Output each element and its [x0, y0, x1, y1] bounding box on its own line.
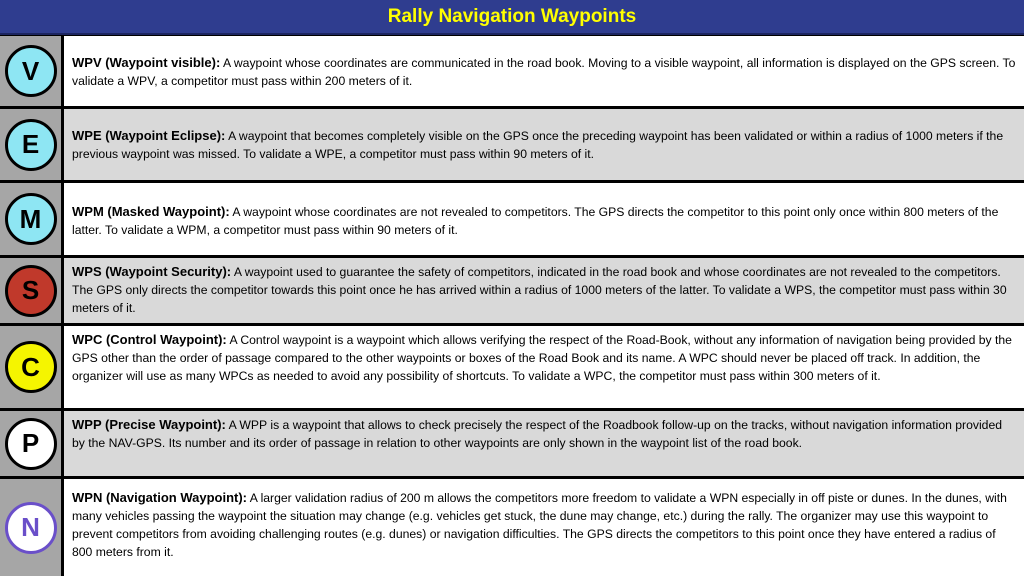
wpn-letter: N	[21, 512, 40, 542]
waypoint-text	[64, 479, 1024, 576]
waypoint-icon-cell	[0, 258, 64, 323]
waypoint-row-wpc	[0, 326, 1024, 408]
waypoint-text	[64, 109, 1024, 180]
waypoint-name: WPE (Waypoint Eclipse):	[72, 128, 226, 143]
wpe-circle-icon	[5, 119, 57, 171]
waypoint-icon-cell	[0, 109, 64, 180]
wps-letter: S	[21, 275, 40, 305]
page-title: Rally Navigation Waypoints	[387, 5, 637, 27]
waypoint-row-wpe	[0, 109, 1024, 180]
waypoint-text	[64, 183, 1024, 255]
wpm-letter: M	[19, 203, 42, 234]
waypoint-row-wps	[0, 258, 1024, 323]
waypoint-icon-cell	[0, 36, 64, 106]
wpe-letter: E	[21, 129, 40, 159]
waypoint-text	[64, 411, 1024, 476]
waypoint-name: WPC (Control Waypoint):	[72, 332, 227, 347]
wpv-circle-icon	[5, 45, 57, 97]
waypoint-row-wpp	[0, 411, 1024, 476]
waypoint-description: A waypoint used to guarantee the safety of competitors, indicated in the road book and whose coordinates are not revealed to the competitors. The GPS only directs the competitor towards this point once he has arrived within a radius of 1000 meters of the latter. To validate a WPS, the competitor must pass within 30 meters of it.	[72, 265, 1007, 315]
waypoint-description: A Control waypoint is a waypoint which allows verifying the respect of the Road-Book, without any information of navigation being provided by the GPS other than the order of passage compared to the other waypoints or boxes of the Road Book and its name. A WPC should never be placed off track. In addition, the organizer will use as many WPCs as needed to avoid any possibility of shortcuts. To validate a WPC, the competitor must pass within 300 meters of it.	[72, 333, 1012, 383]
wpc-circle-icon	[5, 341, 57, 393]
waypoint-name: WPP (Precise Waypoint):	[72, 417, 226, 432]
wpc-letter: C	[21, 351, 40, 382]
waypoint-description: A larger validation radius of 200 m allows the competitors more freedom to validate a WPN especially in off piste or dunes. In the dunes, with many vehicles passing the waypoint the situation may change (e.g. vehicles get stuck, the dune may change, etc.) during the rally. The organizer may use this waypoint to prevent competitors from avoiding challenging routes (e.g. dunes) or navigation difficulties. The GPS directs the competitors to this point once they have entered a radius of 800 meters from it.	[72, 491, 1007, 559]
waypoint-name: WPS (Waypoint Security):	[72, 264, 232, 279]
wpp-circle-icon	[5, 418, 57, 470]
waypoint-row-wpn	[0, 479, 1024, 576]
waypoint-name: WPV (Waypoint visible):	[72, 55, 221, 70]
waypoint-description: A waypoint that becomes completely visible on the GPS once the preceding waypoint has been validated or within a radius of 1000 meters if the previous waypoint was missed. To validate a WPE, a competitor must pass within 90 meters of it.	[72, 129, 1004, 161]
wpp-letter: P	[21, 428, 40, 458]
waypoint-icon-cell	[0, 479, 64, 576]
wpn-circle-icon	[5, 502, 57, 554]
waypoint-icon-cell	[0, 183, 64, 255]
title-bar	[0, 0, 1024, 35]
waypoint-row-wpv	[0, 36, 1024, 106]
waypoint-description: A waypoint whose coordinates are communicated in the road book. Moving to a visible waypoint, all information is displayed on the GPS screen. To validate a WPV, a competitor must pass within 200 meters of it.	[72, 56, 1016, 88]
waypoint-icon-cell	[0, 326, 64, 408]
waypoint-text	[64, 36, 1024, 106]
waypoint-row-wpm	[0, 183, 1024, 255]
waypoint-name: WPM (Masked Waypoint):	[72, 204, 230, 219]
waypoint-text	[64, 258, 1024, 323]
wps-circle-icon	[5, 265, 57, 317]
waypoint-description: A waypoint whose coordinates are not revealed to competitors. The GPS directs the competitor to this point only once within 800 meters of the latter. To validate a WPM, a competitor must pass within 90 meters of it.	[72, 205, 999, 237]
waypoint-text	[64, 326, 1024, 408]
waypoint-description: A WPP is a waypoint that allows to check precisely the respect of the Roadbook follow-up on the tracks, without navigation information provided by the NAV-GPS. Its number and its order of passage in relation to other waypoints are only shown in the waypoint list of the road book.	[72, 418, 1003, 450]
waypoint-name: WPN (Navigation Waypoint):	[72, 490, 248, 505]
wpm-circle-icon	[5, 193, 57, 245]
wpv-letter: V	[21, 55, 40, 86]
waypoint-icon-cell	[0, 411, 64, 476]
